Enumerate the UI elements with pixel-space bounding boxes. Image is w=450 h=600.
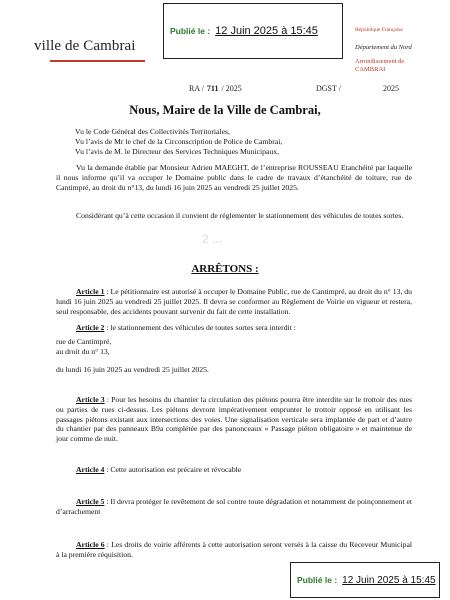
- page-title: Nous, Maire de la Ville de Cambrai,: [129, 103, 321, 117]
- article-2: Article 2 : le stationnement des véhicules de toutes sortes sera interdit :: [76, 323, 296, 332]
- arretons-heading: ARRÊTONS :: [191, 263, 259, 275]
- article-5: Article 5 : Il devra protéger le revêtement de sol contre toute dégradation et notamment de poinçonnement et d’arrachement: [56, 497, 412, 516]
- visa-line: Vu l’avis de Mr le chef de la Circonscription de Police de Cambrai,: [75, 136, 283, 146]
- publication-stamp-bottom: [290, 562, 440, 598]
- ref-ra: RA / 711 / 2025: [189, 84, 242, 93]
- article-label: Article 1: [76, 287, 105, 296]
- ref-service: DGST /: [316, 84, 341, 93]
- city-logo: ville de Cambrai: [34, 38, 136, 54]
- stamp-value: 12 Juin 2025 à 15:45: [215, 25, 318, 37]
- ref-number: 711: [206, 84, 219, 93]
- article-3: Article 3 : Pour les besoins du chantier la circulation des piétons pourra être interdite sur le trottoir des rues ou parties de rues ci-dessus. Les piétons devront impérativement emprunter le trottoir opposé en utilisant les passages piétons existant aux intersections des voies. Une signalisation verticale sera implantée de part et d’autre du chantier par des panneaux B9a complétée par des panonceaux « Passage piéton obligatoire » et maintenue de jour comme de nuit.: [56, 395, 413, 444]
- article-4: Article 4 : Cette autorisation est précaire et révocable: [76, 465, 242, 474]
- demande-paragraph: Vu la demande établie par Monsieur Adrien MAEGHT, de l’entreprise ROUSSEAU Etanchéité par laquelle il nous informe qu’il va occuper le Domaine public dans le cadre de travaux d’étanchéité de toiture, rue de Cantimpré, au droit du n°13, du lundi 16 juin 2025 au vendredi 25 juillet 2025.: [56, 163, 412, 192]
- faint-watermark: 2 ...: [202, 232, 223, 246]
- considerant-paragraph: Considérant qu’à cette occasion il convient de réglementer le stationnement des véhicules de toutes sortes.: [76, 211, 404, 220]
- visa-line: Vu le Code Général des Collectivités Territoriales,: [75, 127, 230, 136]
- visa-line: Vu l’avis de M. le Directeur des Services Techniques Municipaux,: [75, 146, 280, 156]
- departement-label: Département du Nord: [355, 44, 412, 51]
- ref-year: 2025: [383, 84, 399, 93]
- article-label: Article 6: [76, 540, 105, 549]
- republique-label: République Française: [355, 27, 403, 33]
- article-label: Article 4: [76, 465, 105, 474]
- article-label: Article 2: [76, 323, 105, 332]
- article-6: Article 6 : Les droits de voirie afférents à cette autorisation seront versés à la caisse du Receveur Municipal à la première réquisition.: [56, 540, 412, 559]
- article-2-details: rue de Cantimpré, au droit du n° 13, du lundi 16 juin 2025 au vendredi 25 juillet 2025.: [56, 337, 209, 374]
- publication-stamp-top: [163, 3, 343, 59]
- arrondissement-label: Arrondissement de CAMBRAI: [355, 58, 405, 73]
- visas-block: [75, 127, 415, 156]
- article-label: Article 3: [76, 395, 105, 404]
- stamp-label: Publié le :: [297, 575, 338, 585]
- article-label: Article 5: [76, 497, 105, 506]
- stamp-value: 12 Juin 2025 à 15:45: [342, 574, 436, 586]
- logo-underline: [50, 60, 145, 62]
- stamp-label: Publié le :: [170, 26, 211, 36]
- article-1: Article 1 : Le pétitionnaire est autorisé à occuper le Domaine Public, rue de Cantimpré, au droit du n° 13, du lundi 16 juin 2025 au vendredi 25 juillet 2025. Il devra se conformer au Règlement de Voirie en vigueur et restera, seul responsable, des accidents pouvant survenir du fait de cette installation.: [56, 287, 412, 316]
